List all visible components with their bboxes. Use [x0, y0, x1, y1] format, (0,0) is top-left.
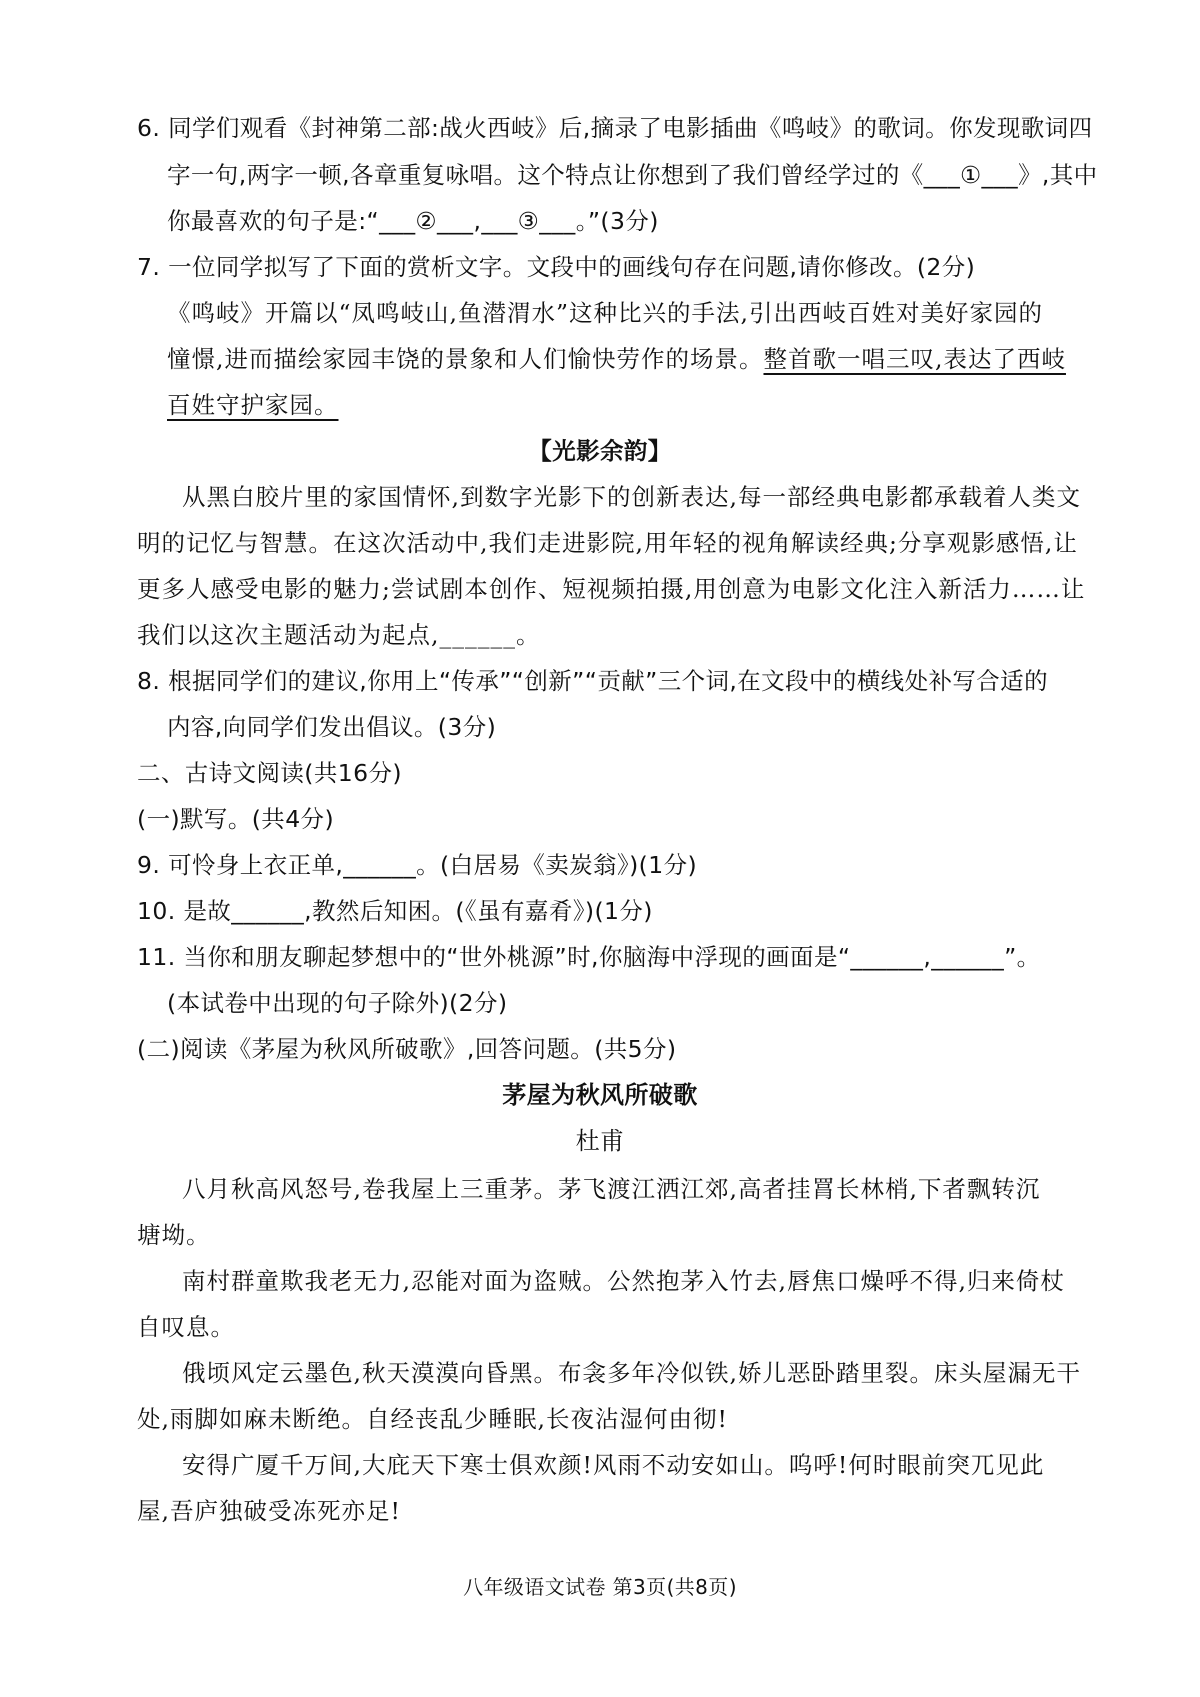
q7-passage-line-1: 《鸣岐》开篇以“凤鸣岐山,鱼潜渭水”这种比兴的手法,引出西岐百姓对美好家园的: [167, 299, 1043, 327]
part2-subsection-1: (一)默写。(共4分): [137, 805, 335, 833]
poem-line: 俄顷风定云墨色,秋天漠漠向昏黑。布衾多年冷似铁,娇儿恶卧踏里裂。床头屋漏无干: [182, 1359, 1081, 1387]
q7-line-1: 7. 一位同学拟写了下面的赏析文字。文段中的画线句存在问题,请你修改。(2分): [137, 253, 976, 281]
q8-line-2: 内容,向同学们发出倡议。(3分): [167, 713, 497, 741]
q7-passage-line-2: [167, 342, 1066, 376]
guangying-line-1: 从黑白胶片里的家国情怀,到数字光影下的创新表达,每一部经典电影都承载着人类文: [182, 483, 1081, 511]
q9: 9. 可怜身上衣正单,______。(白居易《卖炭翁》)(1分): [137, 851, 698, 879]
poem-line: 八月秋高风怒号,卷我屋上三重茅。茅飞渡江洒江郊,高者挂罥长林梢,下者飘转沉: [182, 1175, 1041, 1203]
poem-author: 杜甫: [575, 1127, 625, 1155]
q6-line-2: 字一句,两字一顿,各章重复咏唱。这个特点让你想到了我们曾经学过的《___①___》,其中: [167, 161, 1098, 189]
part2-subsection-2: (二)阅读《茅屋为秋风所破歌》,回答问题。(共5分): [137, 1035, 677, 1063]
section-heading-guangying: 【光影余韵】: [528, 437, 672, 465]
q11-line-1: 11. 当你和朋友聊起梦想中的“世外桃源”时,你脑海中浮现的画面是“______,______”。: [137, 943, 1041, 971]
page-footer: 八年级语文试卷 第3页(共8页): [463, 1575, 737, 1599]
q7-underlined-sentence-part-2: 百姓守护家园。: [167, 391, 339, 419]
guangying-line-4: 我们以这次主题活动为起点,______。: [137, 621, 541, 649]
poem-line: 塘坳。: [137, 1221, 211, 1249]
q11-line-2: (本试卷中出现的句子除外)(2分): [167, 989, 508, 1017]
poem-line: 南村群童欺我老无力,忍能对面为盗贼。公然抱茅入竹去,唇焦口燥呼不得,归来倚杖: [182, 1267, 1065, 1295]
q10: 10. 是故______,教然后知困。(《虽有嘉肴》)(1分): [137, 897, 653, 925]
poem-line: 屋,吾庐独破受冻死亦足!: [137, 1497, 401, 1525]
poem-title: 茅屋为秋风所破歌: [502, 1081, 698, 1109]
q8-line-1: 8. 根据同学们的建议,你用上“传承”“创新”“贡献”三个词,在文段中的横线处补写合适的: [137, 667, 1048, 695]
q7-passage-plain-text: 憧憬,进而描绘家园丰饶的景象和人们愉快劳作的场景。: [167, 345, 764, 373]
q6-line-1: 6. 同学们观看《封神第二部:战火西岐》后,摘录了电影插曲《鸣岐》的歌词。你发现歌词四: [137, 114, 1093, 142]
part2-heading: 二、古诗文阅读(共16分): [137, 759, 402, 787]
poem-line: 处,雨脚如麻未断绝。自经丧乱少睡眠,长夜沾湿何由彻!: [137, 1405, 728, 1433]
poem-line: 自叹息。: [137, 1313, 235, 1341]
guangying-line-2: 明的记忆与智慧。在这次活动中,我们走进影院,用年轻的视角解读经典;分享观影感悟,让: [137, 529, 1078, 557]
q7-underlined-sentence-part-1: 整首歌一唱三叹,表达了西岐: [763, 345, 1066, 373]
poem-line: 安得广厦千万间,大庇天下寒士俱欢颜!风雨不动安如山。呜呼!何时眼前突兀见此: [182, 1451, 1045, 1479]
q6-line-3: 你最喜欢的句子是:“___②___,___③___。”(3分): [167, 207, 659, 235]
guangying-line-3: 更多人感受电影的魅力;尝试剧本创作、短视频拍摄,用创意为电影文化注入新活力……让: [137, 575, 1086, 603]
